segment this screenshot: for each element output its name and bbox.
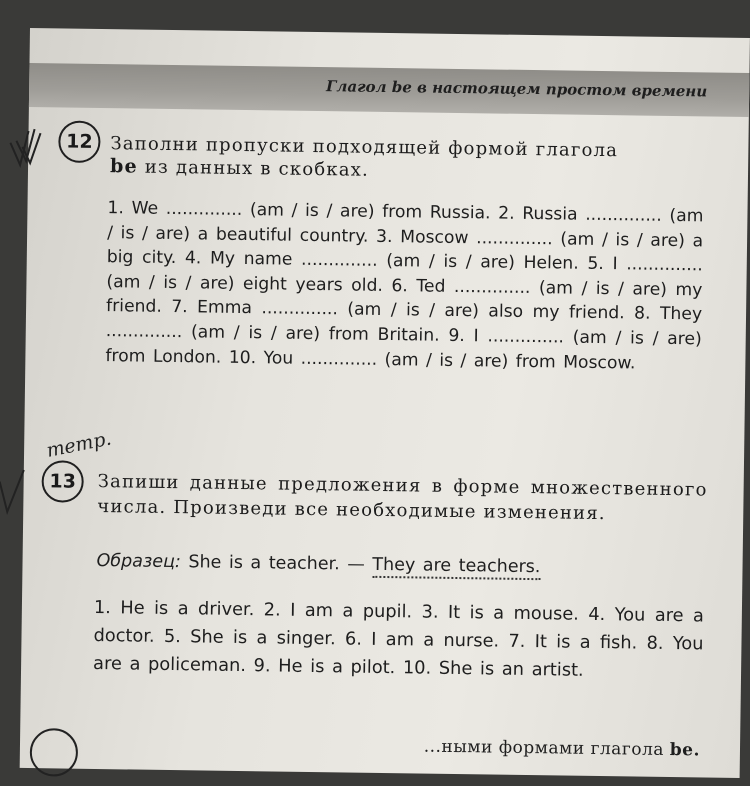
fragment-be: be. — [669, 740, 701, 761]
sample-label: Образец: — [96, 550, 181, 573]
exercise-13-instruction: Запиши данные предложения в форме множественного числа. Произведи все необходимые изменения. — [97, 470, 708, 525]
exercise-13-text: 1. He is a driver. 2. I am a pupil. 3. It is a mouse. 4. You are a doctor. 5. She is a singer. 6. I am a nurse. 7. It is a fish. 8. You are a policeman. 9. He is a pilot. 10. She is an artist. — [92, 596, 705, 681]
exercise-12-text: 1. We .............. (am / is / are) from Russia. 2. Russia .............. (am / is / are) a beautiful country. 3. Moscow .............. (am / is / are) a big city. 4. My name .............. (am / is / are) Helen. 5. I .............. (am / is / are) eight years old. 6. Ted .............. (am / is / are) my friend. 7. Emma .............. (am / is / are) also my friend. 8. They .............. (am / is / are) from Britain. 9. I .............. (am / is / are) from London. 10. You .............. (am / is / are) from Moscow. — [105, 198, 704, 374]
sample-answer: They are teachers. — [372, 555, 540, 580]
chapter-header — [29, 63, 750, 117]
exercise-12-number: 12 — [58, 120, 101, 163]
exercise-13-sample — [96, 551, 540, 577]
exercise-12-instruction — [110, 133, 721, 187]
exercise-14-number-circle — [30, 728, 79, 777]
sample-sentence: She is a teacher. — — [188, 552, 365, 575]
exercise-14-instruction-fragment — [424, 737, 700, 761]
fragment-text: ...ными формами глагола — [423, 736, 665, 760]
exercise-13-number: 13 — [41, 460, 84, 503]
chapter-title: Глагол be в настоящем простом времени — [325, 77, 708, 101]
exercise-12-instruction-be: be — [109, 155, 139, 178]
exercise-12-instruction-line1: Заполни пропуски подходящей формой глагола — [110, 133, 619, 162]
handwritten-note: тетр. — [44, 427, 114, 462]
workbook-page — [20, 28, 750, 778]
exercise-12-instruction-line2: из данных в скобках. — [137, 156, 370, 181]
handwritten-check-13-icon — [0, 468, 28, 518]
handwritten-check-12-icon — [6, 123, 47, 174]
